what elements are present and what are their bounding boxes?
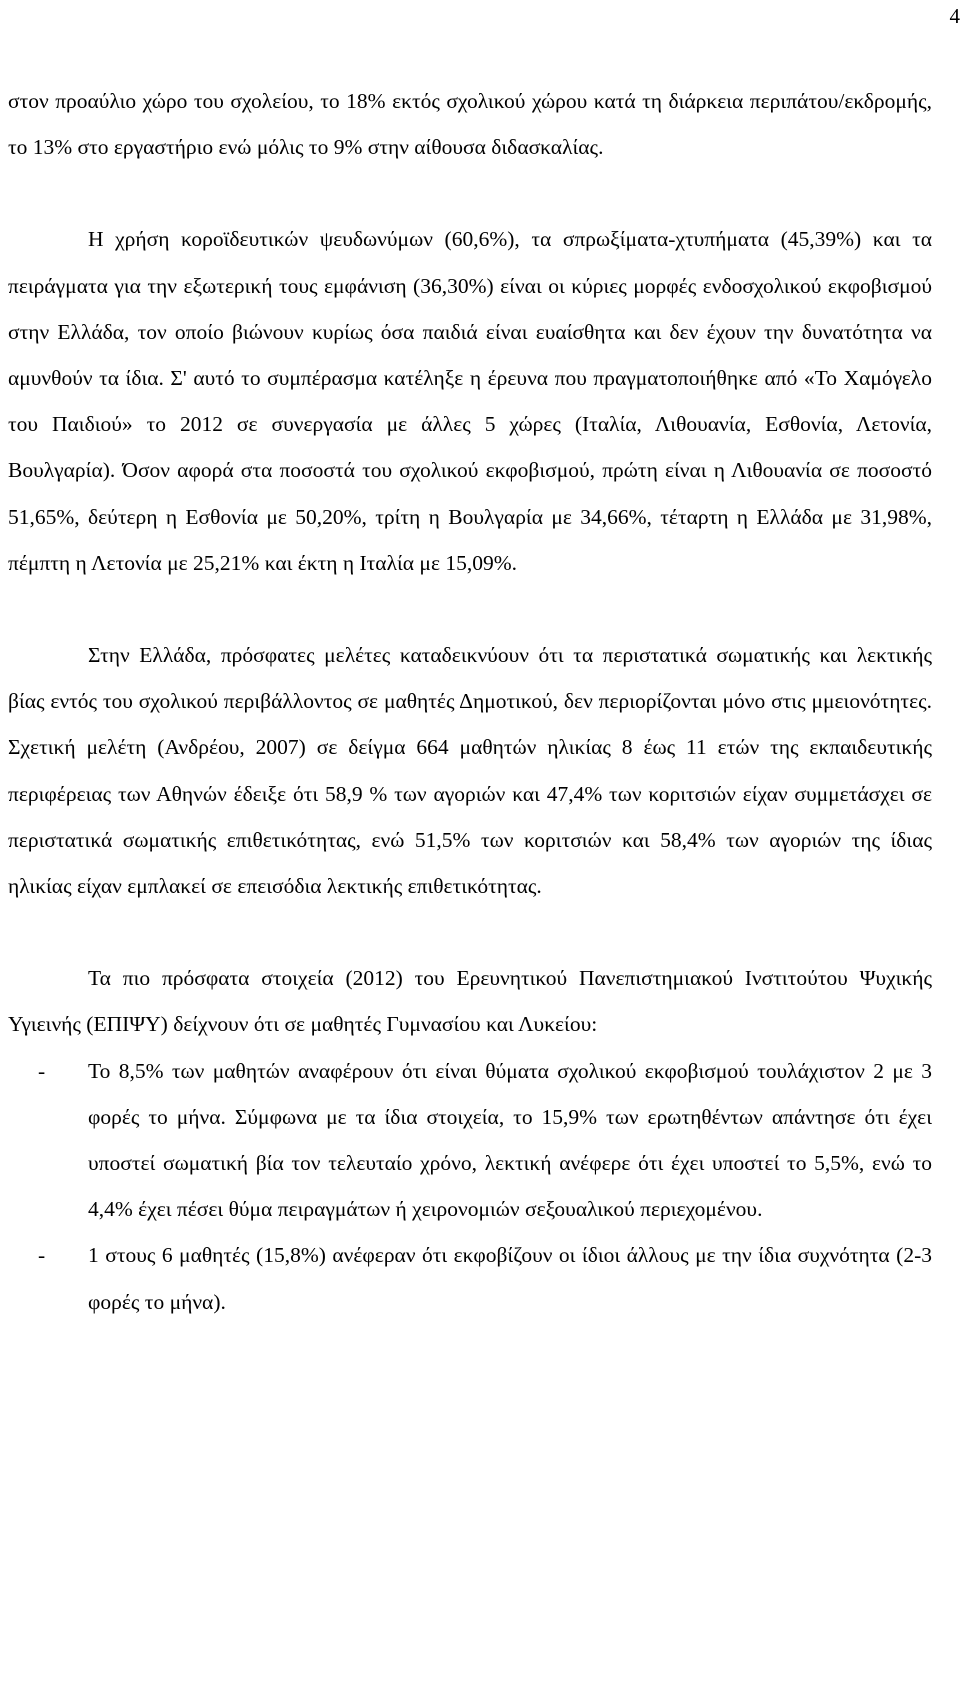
paragraph-epipsy-intro: Τα πιο πρόσφατα στοιχεία (2012) του Ερευνητικού Πανεπιστημιακού Ινστιτούτου Ψυχικής Υγιεινής (ΕΠΙΨΥ) δείχνουν ότι σε μαθητές Γυμνασίου και Λυκείου: bbox=[8, 966, 932, 1037]
paragraph-gap bbox=[8, 170, 932, 216]
dash-bullet: - bbox=[38, 1243, 46, 1268]
list-item bbox=[8, 1232, 932, 1324]
paragraph-bullying-forms: Η χρήση κοροϊδευτικών ψευδωνύμων (60,6%), τα σπρωξίματα-χτυπήματα (45,39%) και τα πειράγματα για την εξωτερική τους εμφάνιση (36,30%) είναι οι κύριες μορφές ενδοσχολικού εκφοβισμού στην Ελλάδα, τον οποίο βιώνουν κυρίως όσα παιδιά είναι ευαίσθητα και δεν έχουν την δυνατότητα να αμυνθούν τα ίδια. Σ' αυτό το συμπέρασμα κατέληξε η έρευνα που πραγματοποιήθηκε από «Το Χαμόγελο του Παιδιού» το 2012 σε συνεργασία με άλλες 5 χώρες (Ιταλία, Λιθουανία, Εσθονία, Λετονία, Βουλγαρία). Όσον αφορά στα ποσοστά του σχολικού εκφοβισμού, πρώτη είναι η Λιθουανία σε ποσοστό 51,65%, δεύτερη η Εσθονία με 50,20%, τρίτη η Βουλγαρία με 34,66%, τέταρτη η Ελλάδα με 31,98%, πέμπτη η Λετονία με 25,21% και έκτη η Ιταλία με 15,09%. bbox=[8, 227, 932, 575]
page-number: 4 bbox=[949, 4, 960, 28]
document-body bbox=[8, 78, 932, 1325]
list-item bbox=[8, 1048, 932, 1233]
list-item-text: Το 8,5% των μαθητών αναφέρουν ότι είναι θύματα σχολικού εκφοβισμού τουλάχιστον 2 με 3 φορές το μήνα. Σύμφωνα με τα ίδια στοιχεία, το 15,9% των ερωτηθέντων απάντησε ότι έχει υποστεί σωματική βία τον τελευταίο χρόνο, λεκτική ανέφερε ότι έχει υποστεί το 5,5%, ενώ το 4,4% έχει πέσει θύμα πειραγμάτων ή χειρονομιών σεξουαλικού περιεχομένου. bbox=[88, 1058, 932, 1222]
paragraph-continuation: στον προαύλιο χώρο του σχολείου, το 18% εκτός σχολικού χώρου κατά τη διάρκεια περιπάτου/εκδρομής, το 13% στο εργαστήριο ενώ μόλις το 9% στην αίθουσα διδασκαλίας. bbox=[8, 89, 932, 160]
bullet-list bbox=[8, 1048, 932, 1325]
list-item-text: 1 στους 6 μαθητές (15,8%) ανέφεραν ότι εκφοβίζουν οι ίδιοι άλλους με την ίδια συχνότητα (2-3 φορές το μήνα). bbox=[88, 1243, 932, 1314]
paragraph-greece-studies: Στην Ελλάδα, πρόσφατες μελέτες καταδεικνύουν ότι τα περιστατικά σωματικής και λεκτικής βίας εντός του σχολικού περιβάλλοντος σε μαθητές Δημοτικού, δεν περιορίζονται μόνο στις μμειονότητες. Σχετική μελέτη (Ανδρέου, 2007) σε δείγμα 664 μαθητών ηλικίας 8 έως 11 ετών της εκπαιδευτικής περιφέρειας των Αθηνών έδειξε ότι 58,9 % των αγοριών και 47,4% των κοριτσιών είχαν συμμετάσχει σε περιστατικά σωματικής επιθετικότητας, ενώ 51,5% των κοριτσιών και 58,4% των αγοριών της ίδιας ηλικίας είχαν εμπλακεί σε επεισόδια λεκτικής επιθετικότητας. bbox=[8, 643, 932, 899]
paragraph-gap bbox=[8, 909, 932, 955]
paragraph-gap bbox=[8, 586, 932, 632]
dash-bullet: - bbox=[38, 1058, 46, 1083]
